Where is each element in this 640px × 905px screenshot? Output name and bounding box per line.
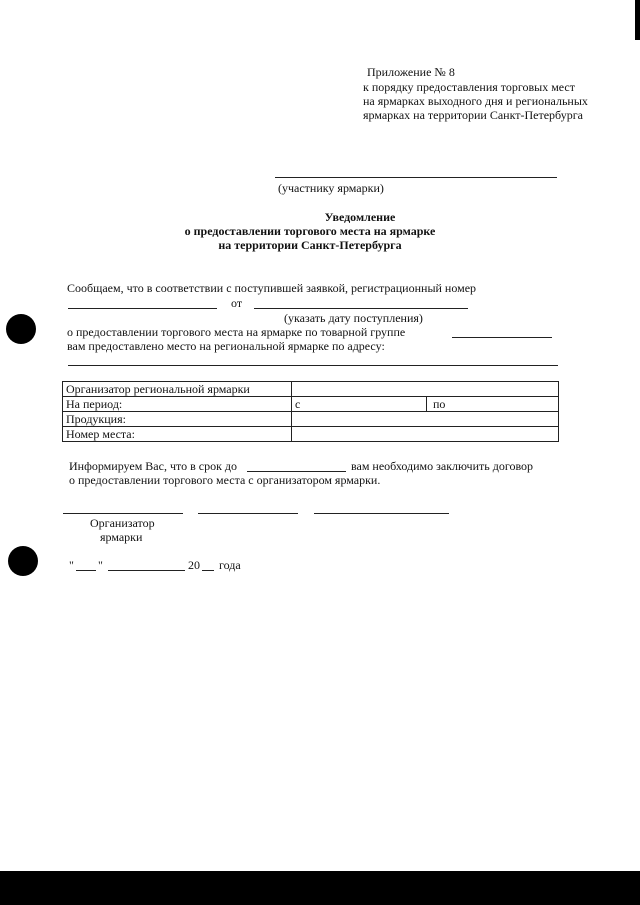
place-label: Номер места: — [63, 427, 292, 442]
reg-date-line — [254, 308, 468, 309]
notice-prefix: Информируем Вас, что в срок до — [69, 459, 238, 473]
from-label: от — [231, 296, 243, 310]
reg-number-line — [68, 308, 217, 309]
punch-hole-bottom — [8, 546, 38, 576]
appendix-line-3: на ярмарках выходного дня и региональных — [363, 94, 588, 108]
body-line-4: вам предоставлено место на региональной ярмарке по адресу: — [67, 339, 385, 353]
notice-line-2: о предоставлении торгового места с организатором ярмарки. — [69, 473, 381, 487]
deadline-line — [247, 471, 346, 472]
title-line-1: Уведомление — [324, 210, 396, 224]
product-group-line — [452, 337, 552, 338]
period-label: На период: — [63, 397, 292, 412]
appendix-line-2: к порядку предоставления торговых мест — [363, 80, 575, 94]
place-details-table — [62, 381, 559, 442]
organizer-name-line — [63, 513, 183, 514]
table-row — [63, 382, 559, 397]
title-line-3: на территории Санкт-Петербурга — [218, 238, 402, 252]
date-caption: (указать дату поступления) — [284, 311, 423, 325]
scan-bottom-border — [0, 871, 640, 905]
products-value — [292, 412, 559, 427]
year-line — [202, 570, 214, 571]
table-row — [63, 427, 559, 442]
punch-hole-top — [6, 314, 36, 344]
signature-decoding-line — [314, 513, 449, 514]
address-line — [68, 365, 558, 366]
quote-close: " — [98, 558, 103, 572]
signature-caption-2: ярмарки — [100, 530, 143, 544]
day-line — [76, 570, 96, 571]
recipient-line — [275, 177, 557, 178]
title-line-2: о предоставлении торгового места на ярмарке — [184, 224, 436, 238]
signature-line — [198, 513, 298, 514]
body-line-1: Сообщаем, что в соответствии с поступившей заявкой, регистрационный номер — [67, 281, 477, 295]
year-prefix: 20 — [188, 558, 200, 572]
notice-suffix: вам необходимо заключить договор — [351, 459, 534, 473]
organizer-value — [292, 382, 559, 397]
period-from: с — [292, 397, 427, 412]
quote-open: " — [69, 558, 74, 572]
period-to: по — [427, 397, 559, 412]
organizer-label: Организатор региональной ярмарки — [63, 382, 292, 397]
year-suffix: года — [219, 558, 241, 572]
recipient-caption: (участнику ярмарки) — [278, 181, 384, 195]
appendix-line-4: ярмарках на территории Санкт-Петербурга — [363, 108, 583, 122]
body-line-3: о предоставлении торгового места на ярмарке по товарной группе — [67, 325, 406, 339]
appendix-number: Приложение № 8 — [367, 65, 455, 79]
table-row — [63, 397, 559, 412]
products-label: Продукция: — [63, 412, 292, 427]
signature-caption-1: Организатор — [90, 516, 155, 530]
month-line — [108, 570, 185, 571]
table-row — [63, 412, 559, 427]
scan-edge-mark — [635, 0, 640, 40]
place-value — [292, 427, 559, 442]
